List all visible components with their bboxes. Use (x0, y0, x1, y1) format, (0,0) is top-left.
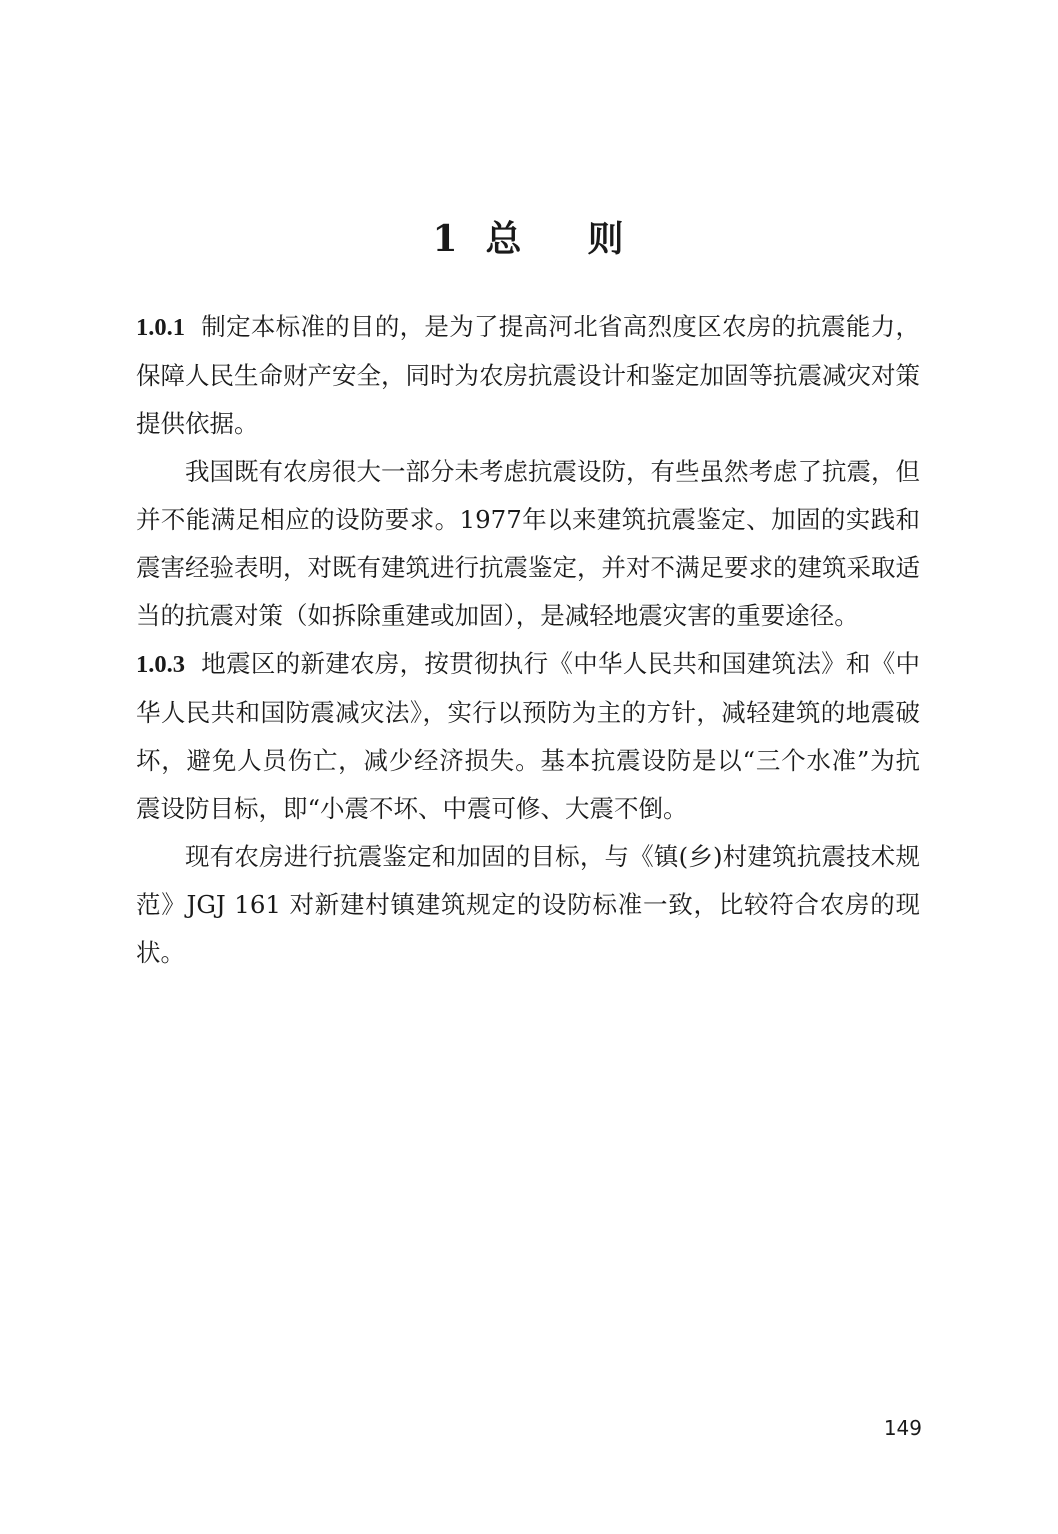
chapter-number: 1 (432, 218, 460, 260)
explanation-paragraph: 我国既有农房很大一部分未考虑抗震设防，有些虽然考虑了抗震，但并不能满足相应的设防要求。1977年以来建筑抗震鉴定、加固的实践和震害经验表明，对既有建筑进行抗震鉴定，并对不满足要求的建筑采取适当的抗震对策（如拆除重建或加固），是减轻地震灾害的重要途径。 (136, 457, 920, 630)
chapter-title-char-2: 则 (587, 218, 626, 260)
chapter-title-char-1: 总 (485, 218, 524, 260)
clause-text: 制定本标准的目的，是为了提高河北省高烈度区农房的抗震能力，保障人民生命财产安全，同时为农房抗震设计和鉴定加固等抗震减灾对策提供依据。 (136, 312, 920, 438)
chapter-title (0, 213, 1058, 265)
clause-text: 地震区的新建农房，按贯彻执行《中华人民共和国建筑法》和《中华人民共和国防震减灾法》，实行以预防为主的方针，减轻建筑的地震破坏，避免人员伤亡，减少经济损失。基本抗震设防是以“三个水准”为抗震设防目标，即“小震不坏、中震可修、大震不倒。 (136, 649, 920, 823)
page-body (136, 303, 920, 977)
clause-number: 1.0.1 (136, 314, 185, 341)
page-number: 149 (883, 1416, 922, 1440)
explanation-paragraph: 现有农房进行抗震鉴定和加固的目标，与《镇(乡)村建筑抗震技术规范》JGJ 161 对新建村镇建筑规定的设防标准一致，比较符合农房的现状。 (136, 842, 920, 967)
clause-1-0-1 (136, 303, 920, 448)
clause-number: 1.0.3 (136, 651, 185, 678)
clause-1-0-3 (136, 640, 920, 833)
